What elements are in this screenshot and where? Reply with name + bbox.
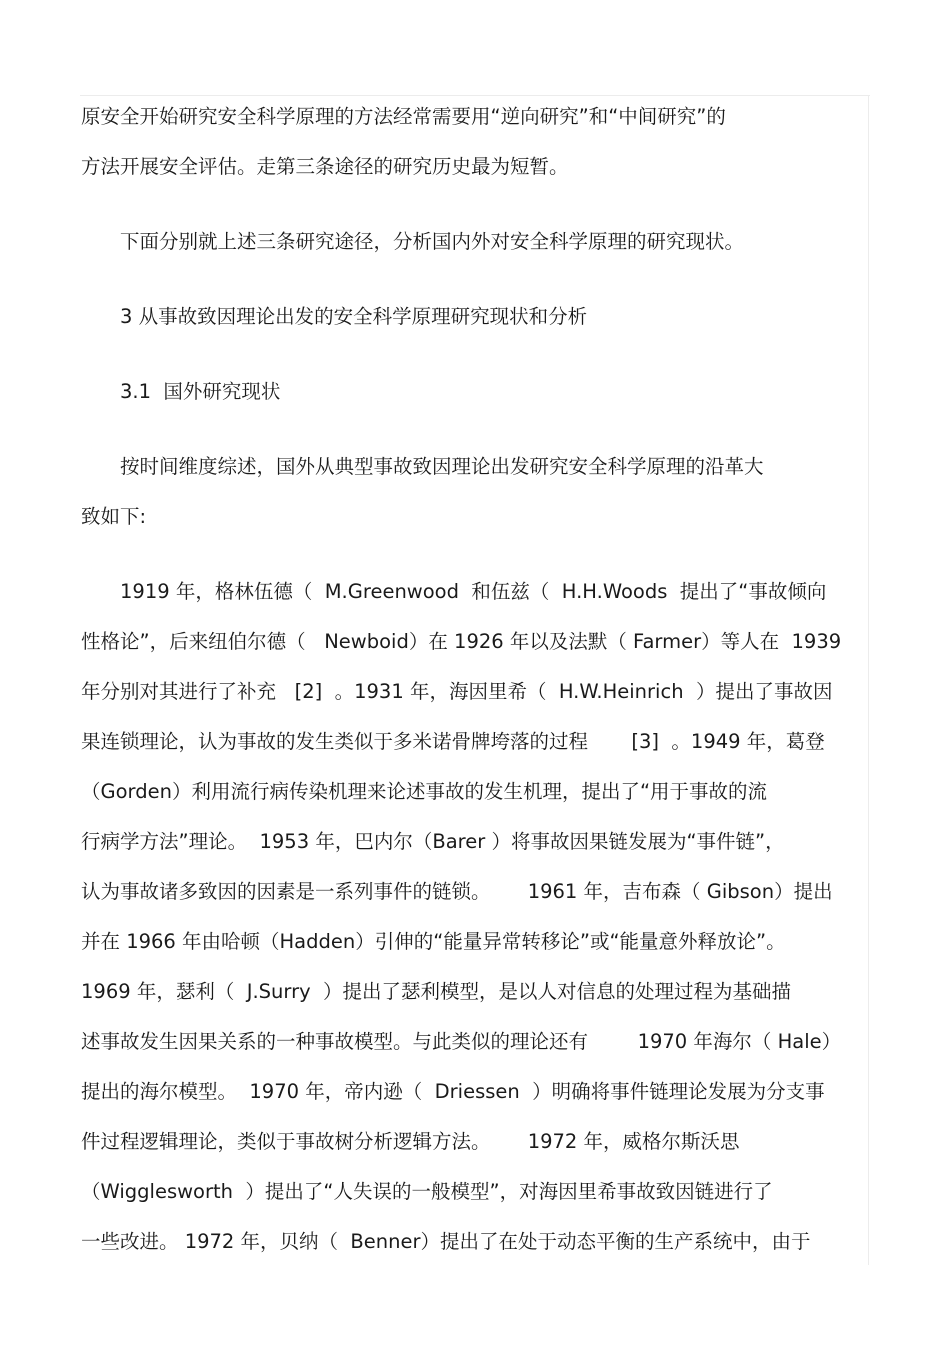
text-line: 按时间维度综述，国外从典型事故致因理论出发研究安全科学原理的沿革大 <box>120 455 764 478</box>
text-line: 述事故发生因果关系的一种事故模型。与此类似的理论还有 1970 年海尔（ Hale） <box>81 1030 842 1053</box>
text-line: 年分别对其进行了补充 [2] 。1931 年，海因里希（ H.W.Heinrich ）提出了事故因 <box>81 680 833 703</box>
page-right-edge <box>868 95 869 1265</box>
text-line: 一些改进。 1972 年，贝纳（ Benner）提出了在处于动态平衡的生产系统中，由于 <box>81 1230 811 1253</box>
text-line: 认为事故诸多致因的因素是一系列事件的链锁。 1961 年，吉布森（ Gibson）提出 <box>81 880 833 903</box>
subsection-heading: 3.1 国外研究现状 <box>120 380 281 403</box>
section-heading: 3 从事故致因理论出发的安全科学原理研究现状和分析 <box>120 305 588 328</box>
text-line: 致如下: <box>81 505 147 528</box>
text-line: 行病学方法”理论。 1953 年，巴内尔（Barer ）将事故因果链发展为“事件链”， <box>81 830 785 853</box>
text-line: 原安全开始研究安全科学原理的方法经常需要用“逆向研究”和“中间研究”的 <box>81 105 726 128</box>
text-line: 性格论”，后来纽伯尔德（ Newboid）在 1926 年以及法默（ Farmer）等人在 1939 <box>81 630 842 653</box>
page-top-edge <box>80 95 870 96</box>
text-line: 1919 年，格林伍德（ M.Greenwood 和伍兹（ H.H.Woods 提出了“事故倾向 <box>120 580 827 603</box>
text-line: （Wigglesworth ）提出了“人失误的一般模型”，对海因里希事故致因链进行了 <box>81 1180 773 1203</box>
text-line: 件过程逻辑理论，类似于事故树分析逻辑方法。 1972 年，威格尔斯沃思 <box>81 1130 740 1153</box>
text-line: （Gorden）利用流行病传染机理来论述事故的发生机理，提出了“用于事故的流 <box>81 780 768 803</box>
text-line: 果连锁理论，认为事故的发生类似于多米诺骨牌垮落的过程 [3] 。1949 年，葛登 <box>81 730 825 753</box>
text-line: 并在 1966 年由哈顿（Hadden）引伸的“能量异常转移论”或“能量意外释放论”。 <box>81 930 786 953</box>
text-line: 提出的海尔模型。 1970 年，帝内逊（ Driessen ）明确将事件链理论发展为分支事 <box>81 1080 825 1103</box>
text-line: 下面分别就上述三条研究途径，分析国内外对安全科学原理的研究现状。 <box>120 230 745 253</box>
text-line: 1969 年，瑟利（ J.Surry ）提出了瑟利模型，是以人对信息的处理过程为基础描 <box>81 980 792 1003</box>
text-line: 方法开展安全评估。走第三条途径的研究历史最为短暂。 <box>81 155 569 178</box>
